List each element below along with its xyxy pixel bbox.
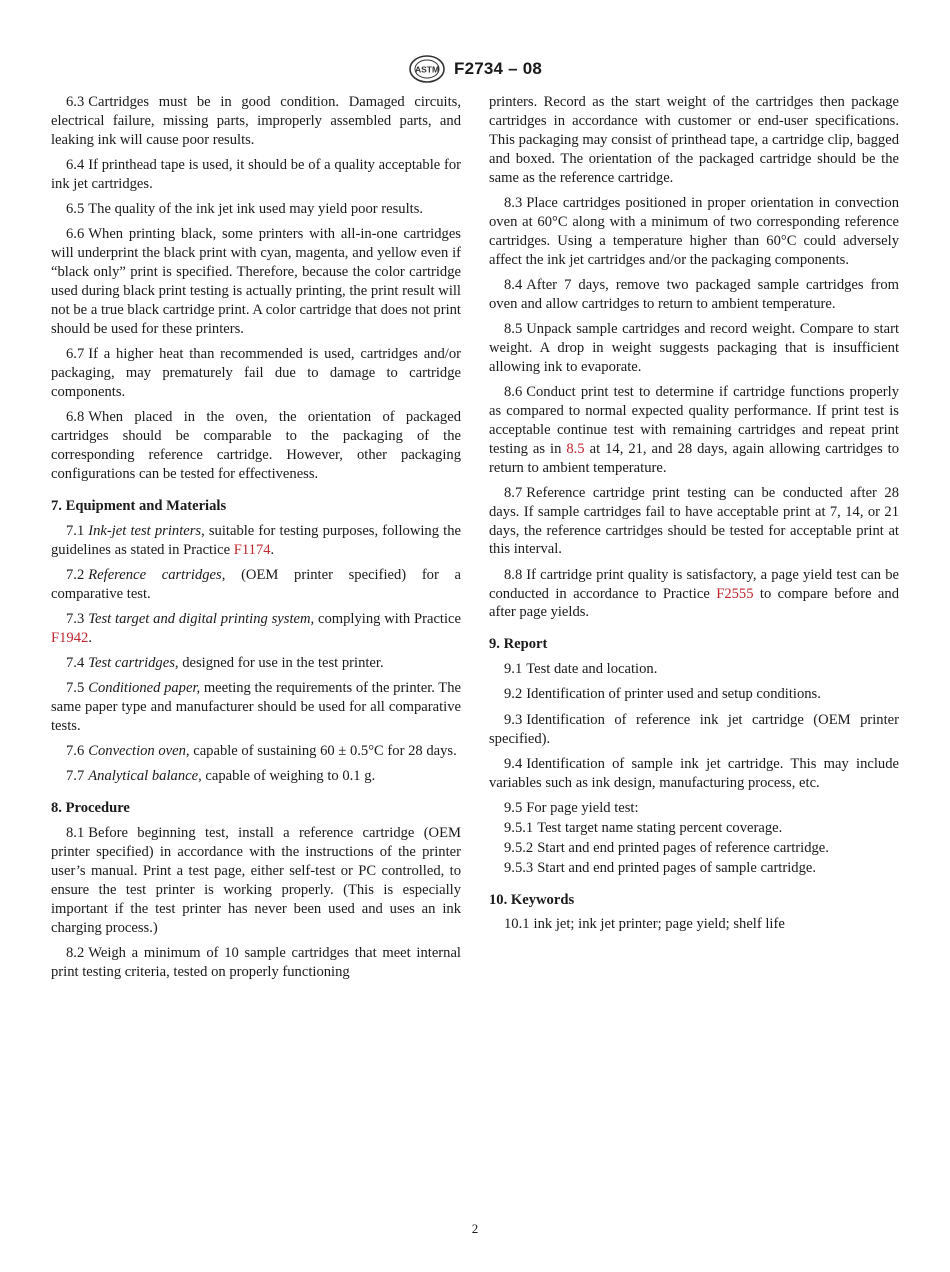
left-column <box>51 93 461 988</box>
section-number: 9.1 <box>504 661 523 678</box>
section-text: Cartridges must be in good condition. Damaged circuits, electrical failure, missing parts, improperly assembled parts, and leaking ink will cause poor results. <box>51 94 461 148</box>
section-number: 6.3 <box>66 94 85 110</box>
section-9-4 <box>489 755 899 793</box>
section-text: suitable for testing purposes, following the guidelines as stated in Practice <box>51 522 461 558</box>
section-number: 9.5.3 <box>504 859 534 876</box>
section-text-end: . <box>88 629 92 646</box>
section-text: complying with Practice <box>318 610 461 627</box>
heading-equipment-and-materials: 7. Equipment and Materials <box>51 497 227 514</box>
section-text: ink jet; ink jet printer; page yield; shelf life <box>533 916 785 933</box>
section-text: (OEM printer specified) for a comparative test. <box>51 566 461 602</box>
section-6-6 <box>51 225 461 338</box>
section-number: 6.6 <box>66 226 85 243</box>
section-number: 8.6 <box>504 383 523 400</box>
section-6-4 <box>51 156 461 194</box>
heading-report: 9. Report <box>489 636 548 653</box>
section-text: meeting the requirements of the printer. The same paper type and manufacturer should be used for all comparative tests. <box>51 680 461 734</box>
section-number: 7.7 <box>66 768 85 785</box>
section-6-7 <box>51 345 461 402</box>
section-text: Start and end printed pages of reference cartridge. <box>537 839 829 856</box>
section-9-2 <box>489 685 899 704</box>
right-column <box>489 93 899 941</box>
section-text: Identification of printer used and setup conditions. <box>526 686 821 703</box>
section-6-5 <box>51 200 461 219</box>
section-term: Ink-jet test printers, <box>88 522 205 539</box>
section-text: After 7 days, remove two packaged sample cartridges from oven and allow cartridges to return to ambient temperature. <box>489 276 899 312</box>
section-number: 6.4 <box>66 157 85 174</box>
section-text: Test target name stating percent coverage. <box>537 819 783 836</box>
section-text: Identification of sample ink jet cartridge. This may include variables such as ink design, manufacturing process, etc. <box>489 755 899 791</box>
section-8-8 <box>489 566 899 623</box>
section-8-7 <box>489 484 899 560</box>
section-text: Conduct print test to determine if cartridge functions properly as compared to normal expected quality performance. If print test is acceptable continue test with remaining cartridges and repeat print testing as in <box>489 383 899 457</box>
section-7-5 <box>51 679 461 736</box>
section-text: When printing black, some printers with all-in-one cartridges will underprint the black print with cyan, magenta, and yellow even if “black only” print is specified. Therefore, because the color cartridge used during black print testing is actually printing, the print result will not be a true black cartridge print. A color cartridge that does not print should be used for these printers. <box>51 226 461 337</box>
section-text: For page yield test: <box>526 799 639 816</box>
section-9-5-3 <box>489 859 899 878</box>
section-number: 7.1 <box>66 522 85 539</box>
section-number: 7.3 <box>66 610 85 627</box>
section-text: Test date and location. <box>526 661 658 678</box>
section-text: Start and end printed pages of sample cartridge. <box>537 859 816 876</box>
section-number: 8.7 <box>504 484 523 501</box>
astm-logo-icon <box>408 54 446 84</box>
section-number: 6.8 <box>66 409 85 426</box>
section-9-1 <box>489 660 899 679</box>
reference-link-f1174[interactable]: F1174 <box>233 541 271 558</box>
reference-link-f1942[interactable]: F1942 <box>51 629 89 646</box>
reference-link-f2555[interactable]: F2555 <box>716 585 754 602</box>
section-number: 8.2 <box>66 944 85 961</box>
section-text: Place cartridges positioned in proper orientation in convection oven at 60°C along with a minimum of two corresponding reference cartridges. Using a temperature higher than 60°C could adversely affect the ink jet cartridges and/or the packaging components. <box>489 194 899 268</box>
section-term: Conditioned paper, <box>88 680 201 697</box>
section-7-6 <box>51 742 461 761</box>
section-9-5 <box>489 799 899 818</box>
heading-keywords: 10. Keywords <box>489 891 575 908</box>
section-8-5 <box>489 320 899 377</box>
section-number: 6.7 <box>66 346 85 363</box>
section-number: 9.3 <box>504 711 523 728</box>
section-text: When placed in the oven, the orientation of packaged cartridges should be comparable to the packaging of the corresponding reference cartridge. However, other packaging configurations can be tested for effectiveness. <box>51 409 461 482</box>
section-number: 8.3 <box>504 194 523 211</box>
section-number: 9.5 <box>504 799 523 816</box>
section-text: If printhead tape is used, it should be of a quality acceptable for ink jet cartridges. <box>51 157 461 192</box>
section-7-7 <box>51 767 461 786</box>
section-term: Analytical balance, <box>88 768 202 785</box>
astm-logo-text: ASTM <box>414 64 440 75</box>
section-number: 10.1 <box>504 916 530 933</box>
section-8-1 <box>51 824 461 937</box>
section-text: Before beginning test, install a reference cartridge (OEM printer specified) in accordance with the instructions of the printer user’s manual. Print a test page, either self-test or PC controlled, to ensure the test printer is working properly. (This is especially important if the test printer has never been used and uses an ink charging process.) <box>51 825 461 936</box>
heading-procedure: 8. Procedure <box>51 800 130 817</box>
section-6-8 <box>51 408 461 484</box>
section-7-3 <box>51 610 461 648</box>
section-number: 8.1 <box>66 825 85 842</box>
section-text: If a higher heat than recommended is used, cartridges and/or packaging, may prematurely fail due to damage to cartridge components. <box>51 346 461 400</box>
section-text: The quality of the ink jet ink used may yield poor results. <box>88 201 424 218</box>
section-text-end: to compare before and after page yields. <box>489 585 899 621</box>
document-designation: F2734 – 08 <box>453 59 542 78</box>
section-number: 9.2 <box>504 686 523 703</box>
section-8-2 <box>51 944 461 982</box>
section-term: Test cartridges, <box>88 654 179 671</box>
section-8-2-continued: printers. Record as the start weight of the cartridges then package cartridges in accordance with customer or end-user specifications. This packaging may consist of printhead tape, a cartridge clip, bagged and boxed. The orientation of the packaged cartridge should be the same as the reference cartridge. <box>489 94 899 186</box>
section-number: 8.4 <box>504 276 523 293</box>
section-text: If cartridge print quality is satisfactory, a page yield test can be conducted in accordance to Practice <box>489 566 899 602</box>
section-number: 8.8 <box>504 566 523 583</box>
section-term: Convection oven, <box>88 743 190 760</box>
section-9-3 <box>489 711 899 749</box>
section-8-3 <box>489 194 899 270</box>
section-text: Unpack sample cartridges and record weight. Compare to start weight. A drop in weight suggests packaging that is insufficient allowing ink to evaporate. <box>489 320 899 375</box>
section-number: 6.5 <box>66 201 85 218</box>
section-text-end: at 14, 21, and 28 days, again allowing cartridges to return to ambient temperature. <box>489 440 899 476</box>
section-number: 7.2 <box>66 566 85 583</box>
section-term: Test target and digital printing system, <box>88 610 315 627</box>
section-text: designed for use in the test printer. <box>182 654 384 671</box>
section-number: 9.4 <box>504 755 523 772</box>
section-text: Weigh a minimum of 10 sample cartridges that meet internal print testing criteria, tested on properly functioning <box>51 944 461 980</box>
section-7-4 <box>51 654 461 673</box>
section-9-5-1 <box>489 819 899 838</box>
section-number: 7.4 <box>66 654 85 671</box>
reference-link-8-5[interactable]: 8.5 <box>566 440 585 457</box>
section-term: Reference cartridges, <box>88 566 226 583</box>
section-text-end: . <box>270 541 275 558</box>
section-7-2 <box>51 566 461 604</box>
section-text: Identification of reference ink jet cartridge (OEM printer specified). <box>489 711 899 747</box>
section-number: 9.5.1 <box>504 819 534 836</box>
section-10-1 <box>489 915 899 934</box>
section-6-3 <box>51 93 461 150</box>
section-number: 7.6 <box>66 743 85 760</box>
section-text: capable of sustaining 60 ± 0.5°C for 28 days. <box>193 743 457 760</box>
page-header <box>0 54 950 84</box>
section-text: capable of weighing to 0.1 g. <box>205 768 376 785</box>
page-number: 2 <box>471 1221 479 1236</box>
section-9-5-2 <box>489 839 899 858</box>
section-8-6 <box>489 383 899 478</box>
section-text: Reference cartridge print testing can be conducted after 28 days. If sample cartridges fail to have acceptable print at 7, 14, or 21 days, the reference cartridges should be tested for acceptable print at this interval. <box>489 484 899 558</box>
section-number: 9.5.2 <box>504 839 534 856</box>
section-number: 8.5 <box>504 320 523 337</box>
section-7-1 <box>51 522 461 560</box>
section-number: 7.5 <box>66 680 85 697</box>
section-8-4 <box>489 276 899 314</box>
